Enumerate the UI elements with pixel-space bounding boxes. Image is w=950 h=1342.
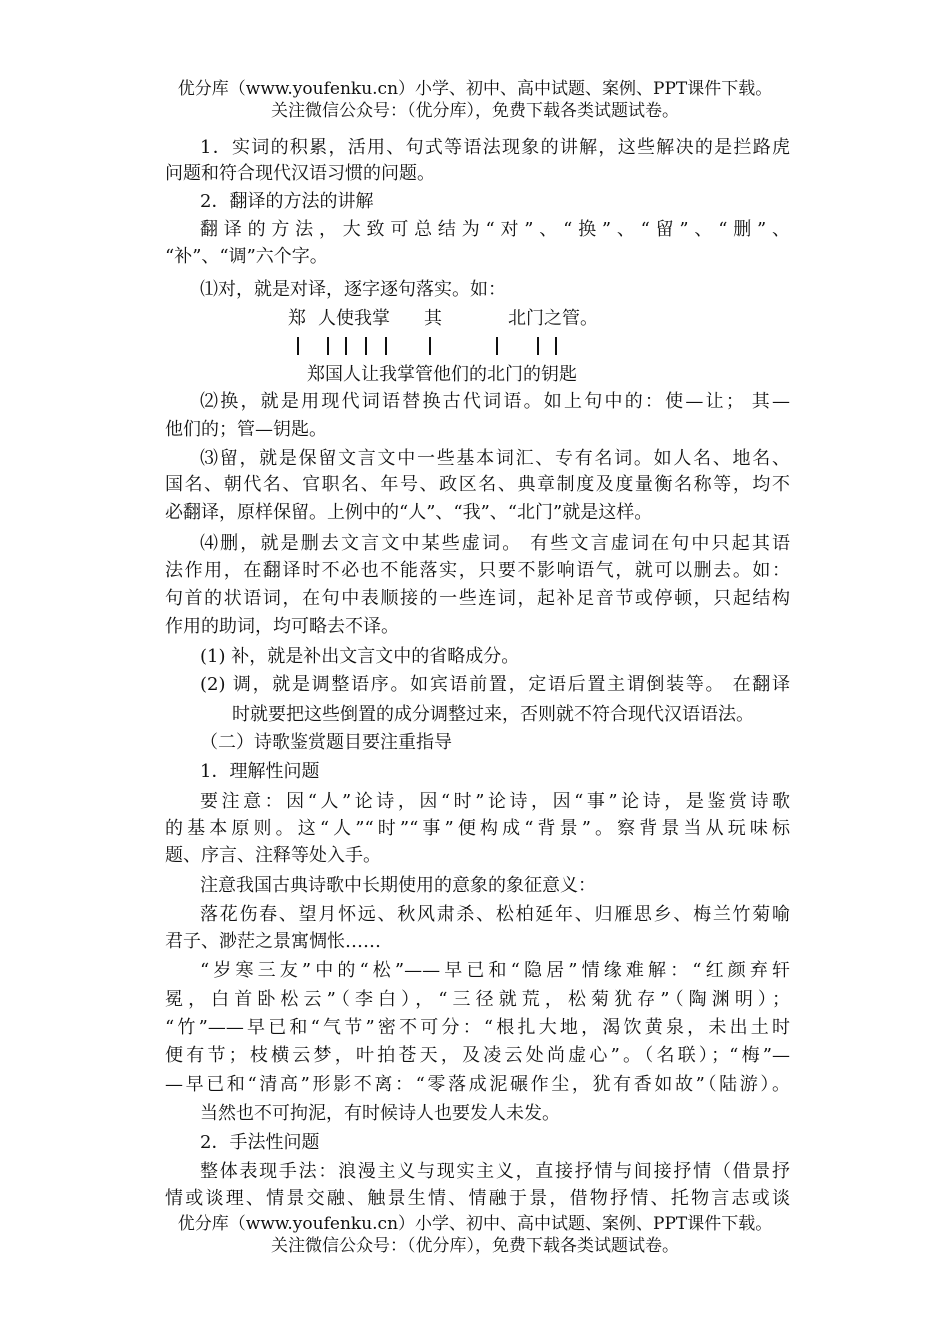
paragraph-line: —早已和“清高”形影不离：“零落成泥碾作尘，犹有香如故”（陆游）。 xyxy=(165,1074,790,1095)
paragraph-line: 2．翻译的方法的讲解 xyxy=(200,191,374,212)
paragraph-line: ⑵换，就是用现代词语替换古代词语。如上句中的：使—让； 其— xyxy=(200,391,790,412)
paragraph-line: 整体表现手法：浪漫主义与现实主义，直接抒情与间接抒情（借景抒 xyxy=(200,1161,790,1182)
example-source-word: 北门之管。 xyxy=(508,308,598,329)
paragraph-line: 他们的；管—钥匙。 xyxy=(165,419,327,440)
paragraph-line: ⑶留，就是保留文言文中一些基本词汇、专有名词。如人名、地名、 xyxy=(200,448,790,469)
paragraph-line: 情或谈理、情景交融、触景生情、情融于景，借物抒情、托物言志或谈 xyxy=(165,1188,790,1209)
alignment-bar xyxy=(327,337,329,355)
paragraph-line: 句首的状语词，在句中表顺接的一些连词，起补足音节或停顿，只起结构 xyxy=(165,588,790,609)
paragraph-line: 1．实词的积累，活用、句式等语法现象的讲解，这些解决的是拦路虎 xyxy=(200,137,790,158)
paragraph-line: 作用的助词，均可略去不译。 xyxy=(165,616,399,637)
paragraph-line: “补”、“调”六个字。 xyxy=(165,246,328,267)
alignment-bar xyxy=(345,337,347,355)
paragraph-line: 题、序言、注释等处入手。 xyxy=(165,845,381,866)
alignment-bar xyxy=(385,337,387,355)
alignment-bar xyxy=(555,337,557,355)
subsection-heading: 2．手法性问题 xyxy=(200,1132,320,1153)
paragraph-line: 国名、朝代名、官职名、年号、政区名、典章制度及度量衡名称等，均不 xyxy=(165,474,790,495)
footer-line-2: 关注微信公众号：（优分库），免费下载各类试题试卷。 xyxy=(271,1236,679,1256)
alignment-bar xyxy=(496,337,498,355)
footer-line-1: 优分库（www.youfenku.cn）小学、初中、高中试题、案例、PPT课件下载。 xyxy=(177,1214,773,1234)
alignment-bar xyxy=(537,337,539,355)
paragraph-line: 便有节；枝横云梦，叶拍苍天，及凌云处尚虚心”。（名联）；“梅”— xyxy=(165,1045,790,1066)
header-line-1: 优分库（www.youfenku.cn）小学、初中、高中试题、案例、PPT课件下载。 xyxy=(177,79,773,99)
example-source-word: 人使我掌 xyxy=(318,308,390,329)
paragraph-line: 必翻译，原样保留。上例中的“人”、“我”、“北门”就是这样。 xyxy=(165,502,653,523)
paragraph-line: ⑷删，就是删去文言文中某些虚词。 有些文言虚词在句中只起其语 xyxy=(200,533,790,554)
example-translation: 郑国人让我掌管他们的北门的钥匙 xyxy=(307,364,577,385)
example-source-word: 其 xyxy=(424,308,442,329)
paragraph-line: (2) 调，就是调整语序。如宾语前置，定语后置主谓倒装等。 在翻译 xyxy=(200,674,790,695)
paragraph-line: 落花伤春、望月怀远、秋风肃杀、松柏延年、归雁思乡、梅兰竹菊喻 xyxy=(200,904,790,925)
header-line-2: 关注微信公众号：（优分库），免费下载各类试题试卷。 xyxy=(271,101,679,121)
paragraph-line: 翻译的方法，大致可总结为“对”、“换”、“留”、“删”、 xyxy=(200,219,790,240)
paragraph-line: 注意我国古典诗歌中长期使用的意象的象征意义： xyxy=(200,875,596,896)
paragraph-line: 时就要把这些倒置的成分调整过来，否则就不符合现代汉语语法。 xyxy=(232,704,754,725)
subsection-heading: 1．理解性问题 xyxy=(200,761,320,782)
paragraph-line: 冕，白首卧松云”（李白），“三径就荒，松菊犹存”（陶渊明）； xyxy=(165,989,790,1010)
paragraph-line: (1) 补，就是补出文言文中的省略成分。 xyxy=(200,646,520,667)
paragraph-line: 君子、渺茫之景寓惆怅…… xyxy=(165,931,381,952)
paragraph-line: 问题和符合现代汉语习惯的问题。 xyxy=(165,163,435,184)
paragraph-line: 的基本原则。这“人”“时”“事”便构成“背景”。察背景当从玩味标 xyxy=(165,818,790,839)
paragraph-line: 法作用，在翻译时不必也不能落实，只要不影响语气，就可以删去。如： xyxy=(165,560,790,581)
paragraph-line: 当然也不可拘泥，有时候诗人也要发人未发。 xyxy=(200,1103,560,1124)
section-heading: （二）诗歌鉴赏题目要注重指导 xyxy=(200,732,452,753)
paragraph-line: “竹”——早已和“气节”密不可分：“根扎大地，渴饮黄泉，未出土时 xyxy=(165,1017,790,1038)
example-source-word: 郑 xyxy=(288,308,306,329)
alignment-bar xyxy=(297,337,299,355)
paragraph-line: 要注意：因“人”论诗，因“时”论诗，因“事”论诗，是鉴赏诗歌 xyxy=(200,791,790,812)
alignment-bar xyxy=(429,337,431,355)
alignment-bar xyxy=(365,337,367,355)
paragraph-line: “岁寒三友”中的“松”——早已和“隐居”情缘难解：“红颜弃轩 xyxy=(200,960,790,981)
paragraph-line: ⑴对，就是对译，逐字逐句落实。如： xyxy=(200,279,506,300)
